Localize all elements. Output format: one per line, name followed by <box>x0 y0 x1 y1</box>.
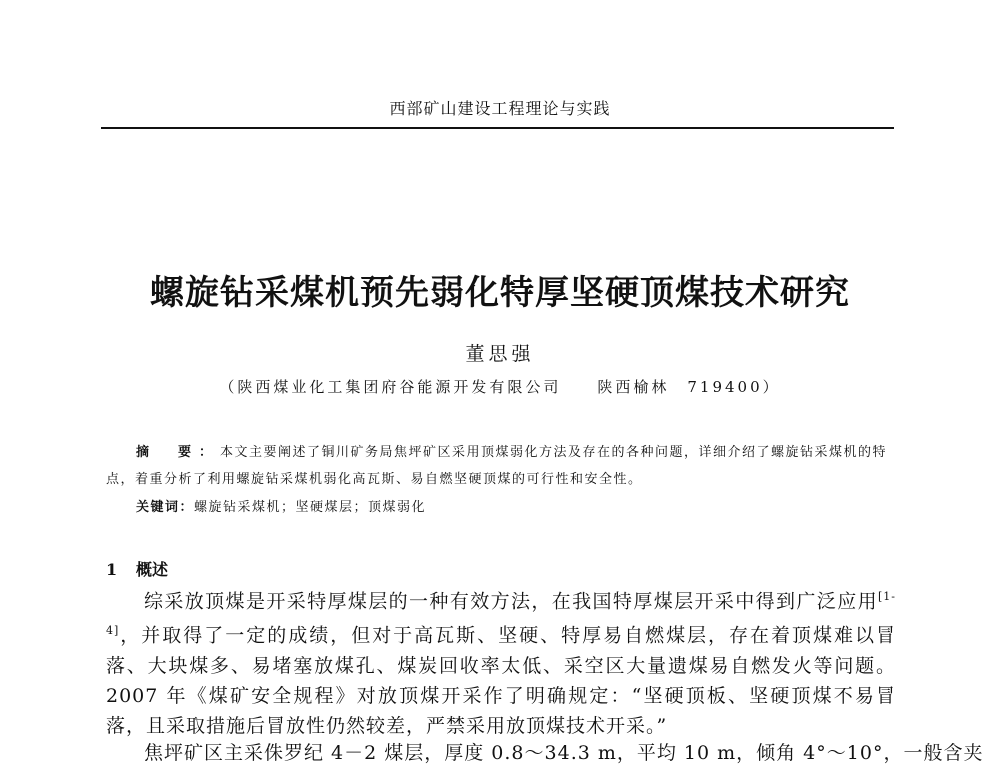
abstract-label: 摘 要： <box>136 445 221 460</box>
section-heading <box>106 557 168 580</box>
section-number: 1 <box>106 560 118 579</box>
article-author: 董思强 <box>465 343 535 365</box>
header-rule <box>101 127 894 129</box>
citation: [1-4] <box>106 590 896 638</box>
author-affiliation: （陕西煤业化工集团府谷能源开发有限公司 陕西榆林 719400） <box>219 378 781 396</box>
section-title: 概述 <box>136 560 169 579</box>
body-paragraph-2: 焦坪矿区主采侏罗纪 4－2 煤层，厚度 0.8～34.3 m，平均 10 m，倾角 4°～10°，一般含夹 <box>144 742 984 764</box>
keywords-label: 关键词： <box>136 500 195 515</box>
running-header: 西部矿山建设工程理论与实践 <box>389 99 611 118</box>
abstract <box>106 439 896 493</box>
keywords <box>136 496 896 515</box>
paragraph-text-cont: ，并取得了一定的成绩，但对于高瓦斯、坚硬、特厚易自燃煤层，存在着顶煤难以冒落、大块煤多、易堵塞放煤孔、煤炭回收率太低、采空区大量遗煤易自燃发火等问题。2007 年《煤矿安全规程》对放顶煤开采作了明确规定：“坚硬顶板、坚硬顶煤不易冒落，且采取措施后冒放性仍然较差，严禁采用放顶煤技术开采。” <box>106 624 896 737</box>
keywords-text: 螺旋钻采煤机；坚硬煤层；顶煤弱化 <box>194 500 427 515</box>
abstract-text: 本文主要阐述了铜川矿务局焦坪矿区采用顶煤弱化方法及存在的各种问题，详细介绍了螺旋钻采煤机的特点，着重分析了利用螺旋钻采煤机弱化高瓦斯、易自燃坚硬顶煤的可行性和安全性。 <box>106 445 888 487</box>
body-paragraph <box>106 582 896 741</box>
article-title: 螺旋钻采煤机预先弱化特厚坚硬顶煤技术研究 <box>150 273 850 313</box>
paragraph-text: 综采放顶煤是开采特厚煤层的一种有效方法，在我国特厚煤层开采中得到广泛应用 <box>144 590 878 613</box>
